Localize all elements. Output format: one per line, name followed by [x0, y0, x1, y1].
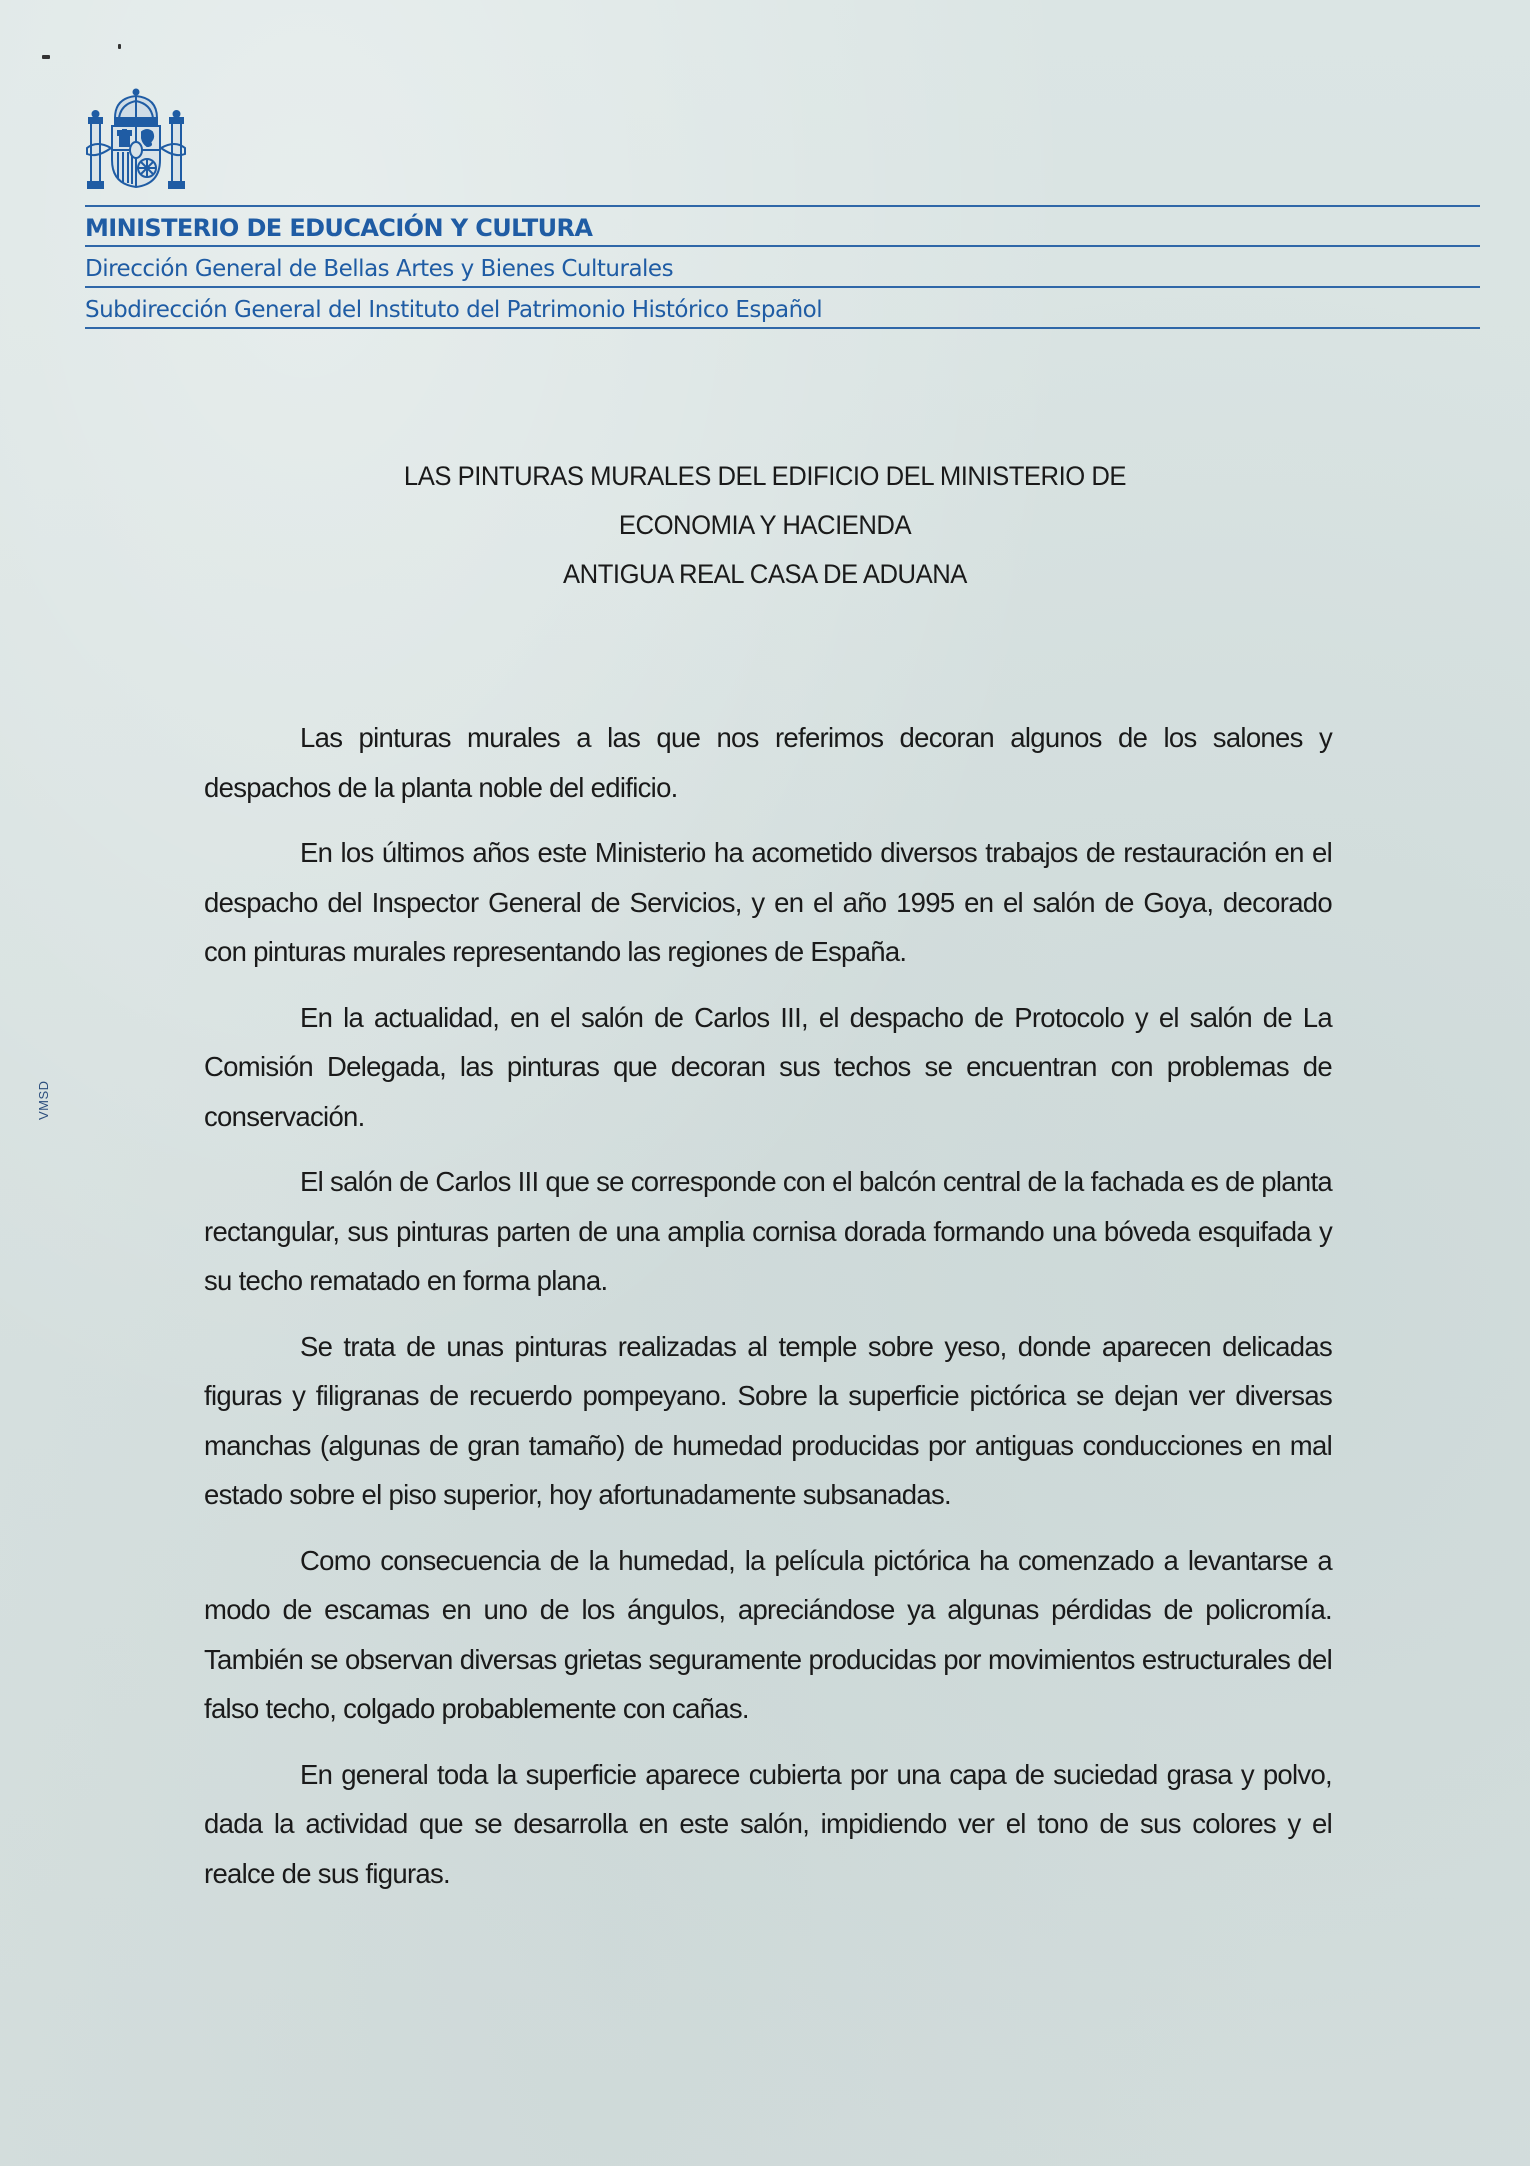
- paragraph: Se trata de unas pinturas realizadas al temple sobre yeso, donde aparecen delicadas figuras y filigranas de recuerdo pompeyano. Sobre la superficie pictórica se dejan ver diversas manchas (algunas de gran tamaño) de humedad producidas por antiguas conducciones en mal estado sobre el piso superior, hoy afortunadamente subsanadas.: [204, 1330, 1332, 1510]
- letterhead-rule: [85, 327, 1480, 329]
- paragraph: Las pinturas murales a las que nos referimos decoran algunos de los salones y despachos de la planta noble del edificio.: [204, 722, 1332, 803]
- document-title: [0, 452, 1530, 599]
- paragraph: En los últimos años este Ministerio ha acometido diversos trabajos de restauración en el despacho del Inspector General de Servicios, y en el año 1995 en el salón de Goya, decorado con pinturas murales representando las regiones de España.: [204, 837, 1332, 967]
- title-line: ANTIGUA REAL CASA DE ADUANA: [563, 559, 967, 589]
- paragraph: En la actualidad, en el salón de Carlos III, el despacho de Protocolo y el salón de La Comisión Delegada, las pinturas que decoran sus techos se encuentran con problemas de conservación.: [204, 1001, 1332, 1132]
- ministry-name: MINISTERIO DE EDUCACIÓN Y CULTURA: [85, 214, 593, 242]
- title-line: LAS PINTURAS MURALES DEL EDIFICIO DEL MINISTERIO DE: [403, 461, 1127, 491]
- punch-mark: [42, 55, 50, 59]
- document-body: [204, 713, 1332, 1914]
- subdirection-name: Subdirección General del Instituto del Patrimonio Histórico Español: [85, 296, 823, 323]
- letterhead-lines: [85, 205, 1480, 329]
- side-stamp: VMSD: [36, 1080, 51, 1120]
- paragraph: El salón de Carlos III que se corresponde con el balcón central de la fachada es de planta rectangular, sus pinturas parten de una amplia cornisa dorada formando una bóveda esquifada y su techo rematado en forma plana.: [204, 1166, 1332, 1296]
- spain-coat-of-arms-icon: [85, 88, 187, 192]
- paragraph: Como consecuencia de la humedad, la película pictórica ha comenzado a levantarse a modo de escamas en uno de los ángulos, apreciándose ya algunas pérdidas de policromía. También se observan diversas grietas seguramente producidas por movimientos estructurales del falso techo, colgado probablemente con cañas.: [204, 1544, 1332, 1724]
- punch-mark: [118, 44, 121, 49]
- paragraph: En general toda la superficie aparece cubierta por una capa de suciedad grasa y polvo, dada la actividad que se desarrolla en este salón, impidiendo ver el tono de sus colores y el realce de sus figuras.: [204, 1758, 1332, 1889]
- direction-name: Dirección General de Bellas Artes y Bienes Culturales: [85, 255, 674, 282]
- title-line: ECONOMIA Y HACIENDA: [618, 510, 912, 540]
